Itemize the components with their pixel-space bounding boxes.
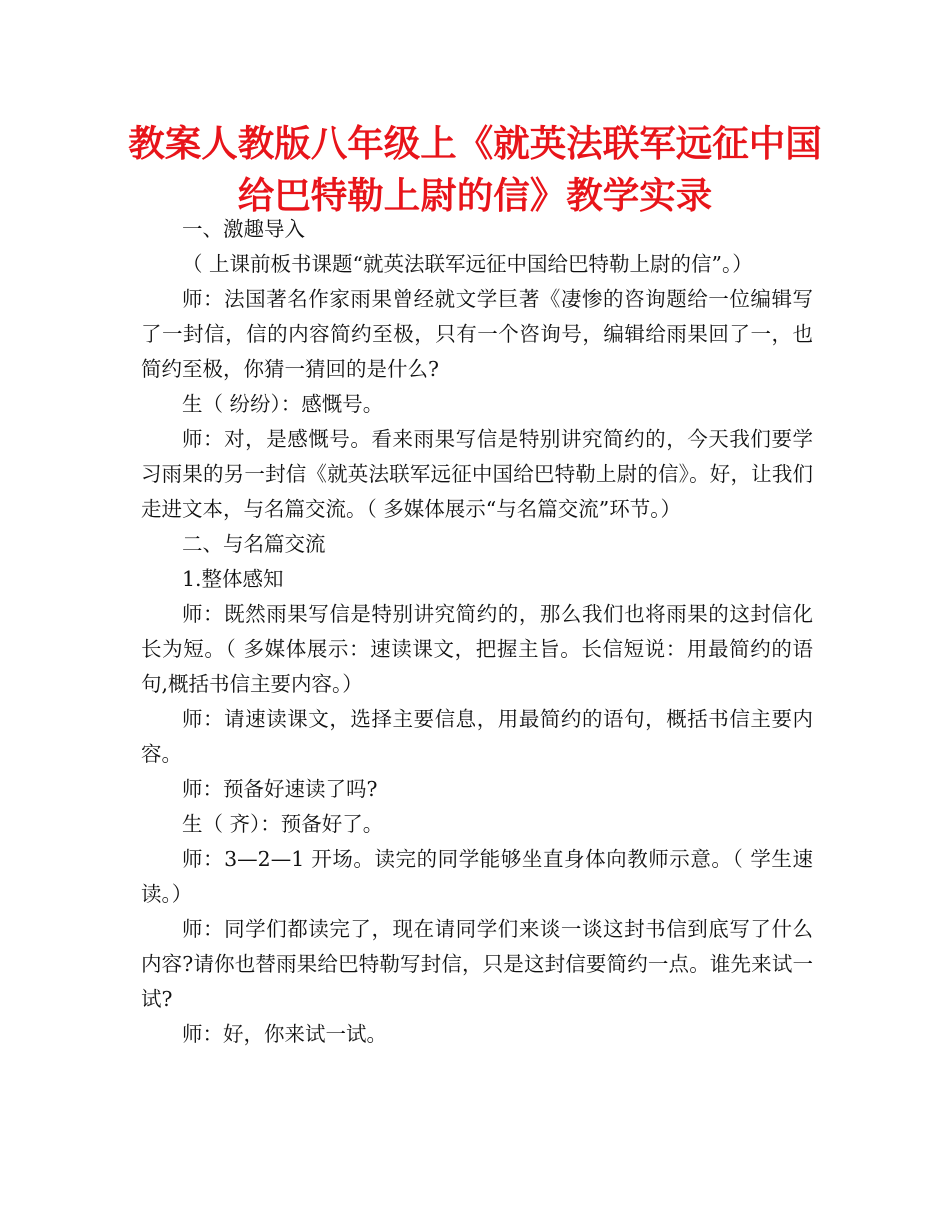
- paragraph: 生（ 纷纷）：感慨号。: [182, 392, 384, 416]
- document-body: [141, 212, 813, 1052]
- section-heading: 二、与名篇交流: [182, 532, 326, 556]
- paragraph: 师：同学们都读完了，现在请同学们来谈一谈这封书信到底写了什么内容?请你也替雨果给巴特勒写封信，只是这封信要简约一点。谁先来试一试?: [141, 917, 813, 1011]
- subsection-heading: 1.整体感知: [182, 567, 284, 591]
- paragraph: 师：请速读课文，选择主要信息，用最简约的语句，概括书信主要内容。: [141, 707, 813, 766]
- paragraph: 师：预备好速读了吗?: [182, 777, 378, 801]
- paragraph: 师：3—2—1 开场。读完的同学能够坐直身体向教师示意。（ 学生速读。）: [141, 847, 813, 906]
- paragraph: 师：既然雨果写信是特别讲究简约的，那么我们也将雨果的这封信化长为短。（ 多媒体展示：速读课文，把握主旨。长信短说：用最简约的语句,概括书信主要内容。）: [141, 602, 813, 696]
- paragraph: 师：好，你来试一试。: [182, 1022, 387, 1046]
- document-title: 教案人教版八年级上《就英法联军远征中国给巴特勒上尉的信》教学实录: [128, 122, 822, 217]
- paragraph: 师：法国著名作家雨果曾经就文学巨著《凄惨的咨询题给一位编辑写了一封信，信的内容简约至极，只有一个咨询号，编辑给雨果回了一，也简约至极，你猜一猜回的是什么?: [141, 287, 813, 381]
- paragraph: 师：对，是感慨号。看来雨果写信是特别讲究简约的，今天我们要学习雨果的另一封信《就英法联军远征中国给巴特勒上尉的信》。好，让我们走进文本，与名篇交流。（ 多媒体展示“与名篇交流”环节。）: [141, 427, 813, 521]
- paragraph: （ 上课前板书课题“就英法联军远征中国给巴特勒上尉的信”。）: [182, 252, 753, 276]
- section-heading: 一、激趣导入: [182, 217, 305, 241]
- paragraph: 生（ 齐）：预备好了。: [182, 812, 384, 836]
